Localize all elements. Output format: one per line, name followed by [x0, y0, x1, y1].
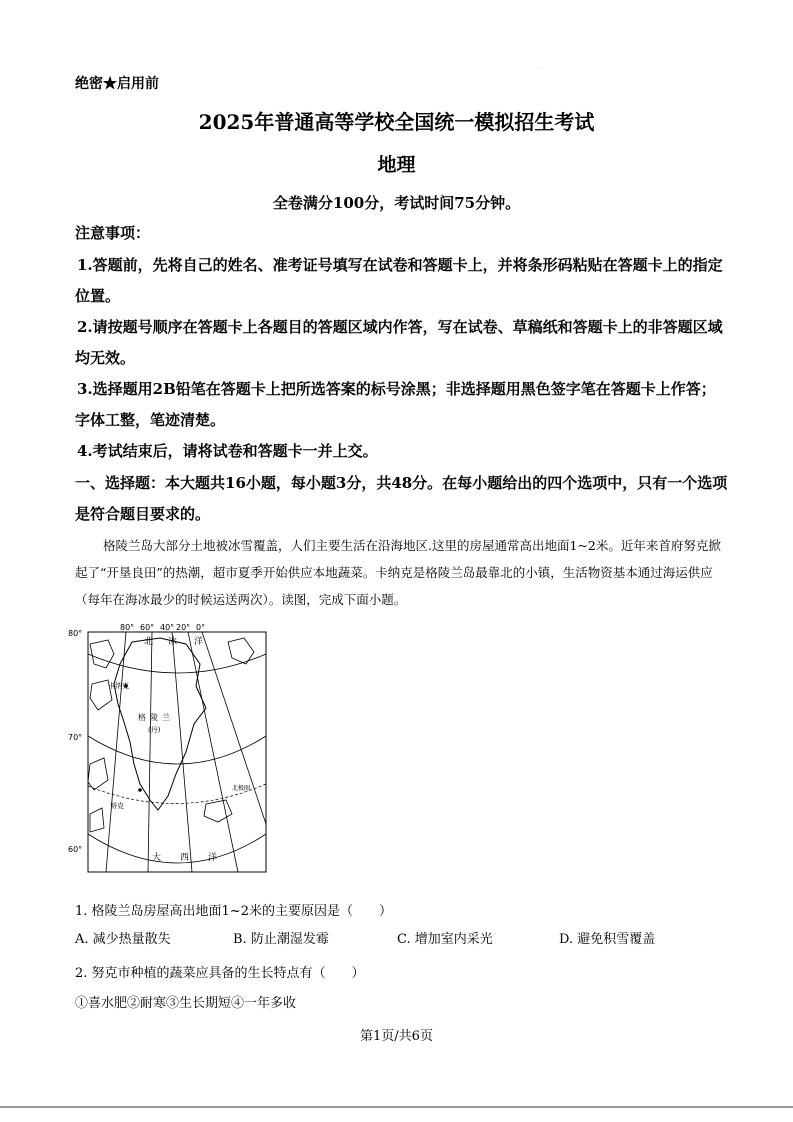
greenland-label-4: (丹)	[148, 726, 161, 734]
scan-dot: ·	[538, 66, 540, 73]
greenland-map	[68, 624, 270, 874]
nuuk-label: 努克	[110, 802, 124, 810]
notes-heading: 注意事项：	[75, 224, 151, 242]
reading-passage: 格陵兰岛大部分土地被冰雪覆盖，人们主要生活在沿海地区.这里的房屋通常高出地面1~2米。近年来首府努克掀起了“开垦良田”的热潮，超市夏季开始供应本地蔬菜。卡纳克是格陵兰岛最靠北的小镇，生活物资基本通过海运供应（每年在海冰最少的时候运送两次）。读图，完成下面小题。	[75, 538, 721, 607]
arctic-ocean-label-2: 冰	[168, 637, 178, 647]
nuuk-town-dot	[138, 788, 142, 792]
note-item: 2.请按题号顺序在答题卡上各题目的答题区域内作答，写在试卷、草稿纸和答题卡上的非答题区域均无效。	[75, 318, 723, 367]
greenland-label-2: 陵	[150, 713, 158, 722]
note-item: 4.考试结束后，请将试卷和答题卡一并上交。	[77, 442, 378, 460]
map-svg	[68, 624, 270, 874]
greenland-label-3: 兰	[162, 713, 170, 722]
arctic-circle-label: 北极圈	[232, 785, 251, 792]
map-frame	[88, 632, 266, 872]
kanak-label: 卡纳克	[108, 682, 129, 690]
full-score-note: 全卷满分100分，考试时间75分钟。	[272, 194, 521, 212]
option-d[interactable]: D. 避免积雪覆盖	[559, 932, 656, 947]
page-number: 第1页/共6页	[360, 1029, 433, 1044]
option-c[interactable]: C. 增加室内采光	[397, 932, 493, 947]
section-heading: 一、选择题：本大题共16小题，每小题3分，共48分。在每小题给出的四个选项中，只有一个选项是符合题目要求的。	[75, 474, 728, 523]
question-2-stem: 2. 努克市种植的蔬菜应具备的生长特点有（ ）	[75, 966, 365, 981]
lon-label-80: 80°	[120, 624, 135, 632]
notes-list	[75, 250, 730, 467]
note-item: 3.选择题用2B铅笔在答题卡上把所选答案的标号涂黑；非选择题用黑色签字笔在答题卡上作答；字体工整，笔迹清楚。	[75, 380, 716, 429]
note-item: 1.答题前，先将自己的姓名、准考证号填写在试卷和答题卡上，并将条形码粘贴在答题卡上的指定位置。	[75, 256, 723, 305]
lon-label-60: 60°	[140, 624, 155, 632]
lat-line-80	[88, 654, 266, 673]
lon-label-40: 40°	[160, 624, 175, 632]
exam-title: 2025年普通高等学校全国统一模拟招生考试	[198, 110, 595, 134]
lat-label-60: 60°	[68, 845, 83, 854]
lon-line-20	[188, 632, 238, 872]
lat-line-70	[88, 736, 266, 764]
lon-label-0: 0°	[196, 624, 206, 632]
atlantic-label-2: 西	[180, 853, 190, 863]
lon-line-0	[202, 632, 266, 824]
island-3	[88, 758, 108, 790]
lon-label-20: 20°	[176, 624, 191, 632]
option-a[interactable]: A. 减少热量散失	[75, 932, 171, 947]
iceland	[204, 800, 232, 822]
lon-line-40	[172, 632, 192, 872]
arctic-ocean-label-1: 北	[144, 637, 154, 647]
subject-title: 地理	[377, 154, 416, 176]
scan-edge-line	[0, 1106, 793, 1108]
lon-line-60	[148, 632, 152, 872]
island-1	[90, 640, 114, 668]
island-4	[90, 808, 104, 832]
lon-line-80	[106, 632, 126, 872]
question-1-stem: 1. 格陵兰岛房屋高出地面1~2米的主要原因是（ ）	[75, 904, 392, 919]
greenland-label-1: 格	[138, 713, 146, 722]
arctic-ocean-label-3: 洋	[194, 637, 204, 647]
option-b[interactable]: B. 防止潮湿发霉	[233, 932, 329, 947]
greenland-outline	[114, 638, 206, 810]
atlantic-label-3: 洋	[208, 853, 218, 863]
lat-line-60	[88, 834, 266, 863]
atlantic-label-1: 大	[152, 853, 162, 863]
question-2-statements: ①喜水肥②耐寒③生长期短④一年多收	[75, 996, 297, 1011]
lat-label-70: 70°	[68, 733, 83, 742]
secret-label: 绝密★启用前	[75, 76, 159, 92]
lat-label-80: 80°	[68, 629, 83, 638]
